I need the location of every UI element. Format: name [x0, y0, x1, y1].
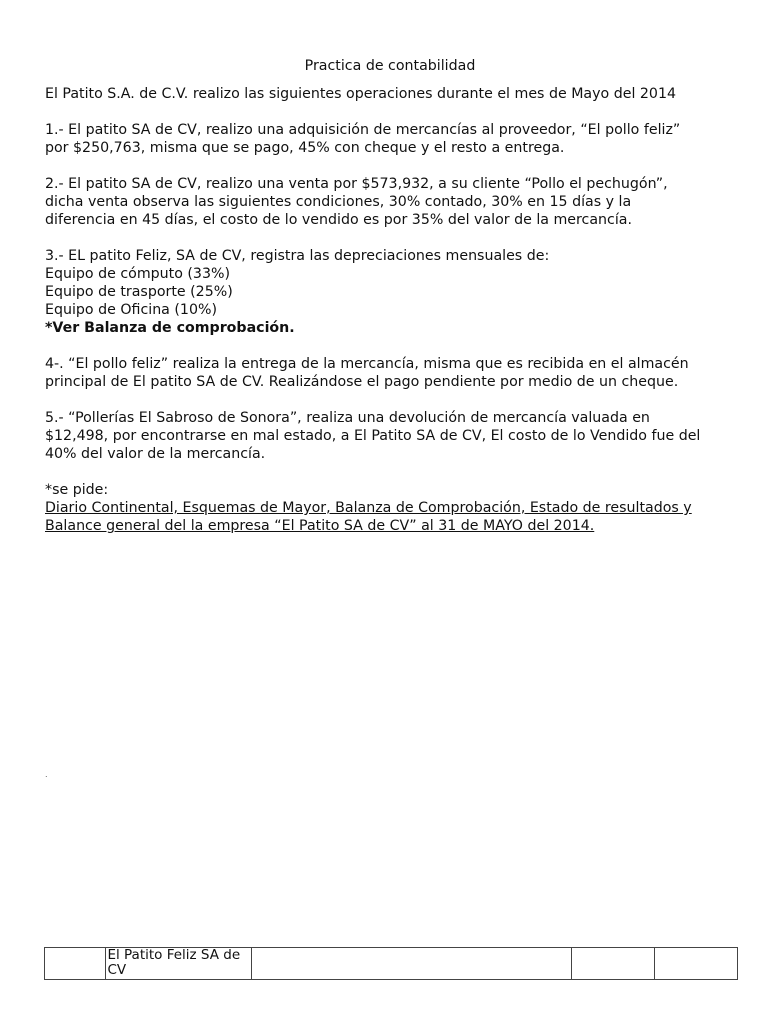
item-3-line-1: 3.- EL patito Feliz, SA de CV, registra las depreciaciones mensuales de:	[45, 248, 550, 264]
item-3-line-3: Equipo de trasporte (25%)	[45, 284, 233, 300]
item-5-line-3: 40% del valor de la mercancía.	[45, 446, 266, 462]
item-2-line-1: 2.- El patito SA de CV, realizo una venta por $573,932, a su cliente “Pollo el pechugón”,	[45, 176, 668, 192]
item-4-line-2: principal de El patito SA de CV. Realizándose el pago pendiente por medio de un cheque.	[45, 374, 679, 390]
item-1-line-2: por $250,763, misma que se pago, 45% con cheque y el resto a entrega.	[45, 140, 565, 156]
stray-mark: .	[45, 770, 48, 779]
footer-cell-1	[45, 948, 106, 980]
item-5-paragraph	[45, 409, 745, 463]
item-3-paragraph	[45, 247, 745, 337]
item-2-paragraph	[45, 175, 745, 229]
request-label: *se pide:	[45, 482, 109, 498]
item-1-line-1: 1.- El patito SA de CV, realizo una adquisición de mercancías al proveedor, “El pollo feliz”	[45, 122, 681, 138]
document-body	[45, 57, 745, 553]
footer-table	[44, 947, 738, 980]
item-1-paragraph	[45, 121, 745, 157]
footer-cell-company: El Patito Feliz SA de CV	[106, 948, 252, 980]
footer-table-row	[45, 948, 738, 980]
item-3-line-4: Equipo de Oficina (10%)	[45, 302, 217, 318]
item-5-line-2: $12,498, por encontrarse en mal estado, a El Patito SA de CV, El costo de lo Vendido fue del	[45, 428, 701, 444]
item-5-line-1: 5.- “Pollerías El Sabroso de Sonora”, realiza una devolución de mercancía valuada en	[45, 410, 650, 426]
page-title: Practica de contabilidad	[304, 58, 476, 74]
footer-cell-3	[252, 948, 571, 980]
item-4-line-1: 4-. “El pollo feliz” realiza la entrega de la mercancía, misma que es recibida en el almacén	[45, 356, 689, 372]
footer-cell-4	[571, 948, 654, 980]
request-line-1: Diario Continental, Esquemas de Mayor, Balanza de Comprobación, Estado de resultados y	[45, 500, 692, 516]
item-3-line-2: Equipo de cómputo (33%)	[45, 266, 230, 282]
request-paragraph	[45, 481, 745, 535]
footer-cell-5	[654, 948, 737, 980]
item-4-paragraph	[45, 355, 745, 391]
intro-paragraph: El Patito S.A. de C.V. realizo las siguientes operaciones durante el mes de Mayo del 2014	[45, 86, 677, 102]
item-3-bold-note: *Ver Balanza de comprobación.	[45, 320, 295, 336]
item-2-line-2: dicha venta observa las siguientes condiciones, 30% contado, 30% en 15 días y la	[45, 194, 632, 210]
request-line-2: Balance general del la empresa “El Patito SA de CV” al 31 de MAYO del 2014.	[45, 518, 595, 534]
item-2-line-3: diferencia en 45 días, el costo de lo vendido es por 35% del valor de la mercancía.	[45, 212, 632, 228]
